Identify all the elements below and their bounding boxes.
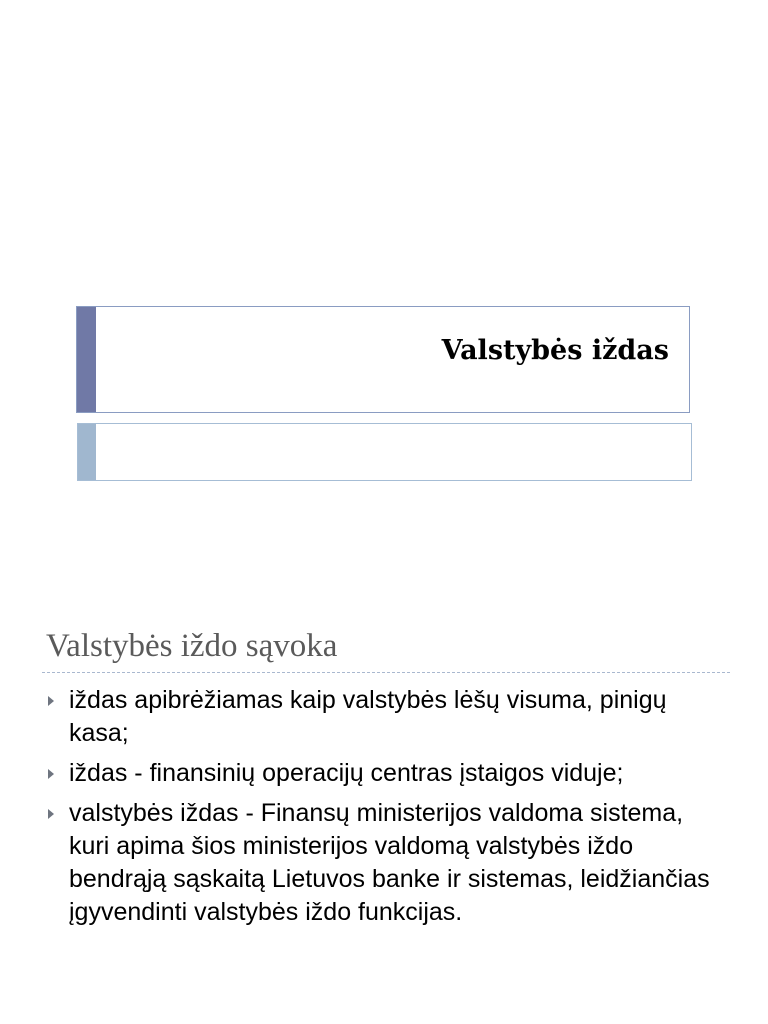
heading-divider xyxy=(42,672,730,673)
bullet-list xyxy=(46,684,716,936)
title-box xyxy=(76,306,690,413)
slide-title: Valstybės iždas xyxy=(441,335,669,366)
bullet-text: iždas - finansinių operacijų centras įstaigos viduje; xyxy=(69,759,624,787)
list-item xyxy=(46,684,716,750)
subtitle-box xyxy=(77,423,692,481)
list-item xyxy=(46,757,716,790)
triangle-bullet-icon xyxy=(48,696,54,706)
bullet-text: iždas apibrėžiamas kaip valstybės lėšų visuma, pinigų kasa; xyxy=(69,686,667,747)
bullet-text: valstybės iždas - Finansų ministerijos valdoma sistema, kuri apima šios ministerijos valdomą valstybės iždo bendrąją sąskaitą Lietuvos banke ir sistemas, leidžiančias įgyvendinti valstybės iždo funkcijas. xyxy=(69,799,710,926)
list-item xyxy=(46,797,716,929)
subtitle-accent-bar xyxy=(78,424,96,480)
title-accent-bar xyxy=(77,307,96,412)
section-heading: Valstybės iždo sąvoka xyxy=(46,628,338,664)
triangle-bullet-icon xyxy=(48,809,54,819)
triangle-bullet-icon xyxy=(48,769,54,779)
